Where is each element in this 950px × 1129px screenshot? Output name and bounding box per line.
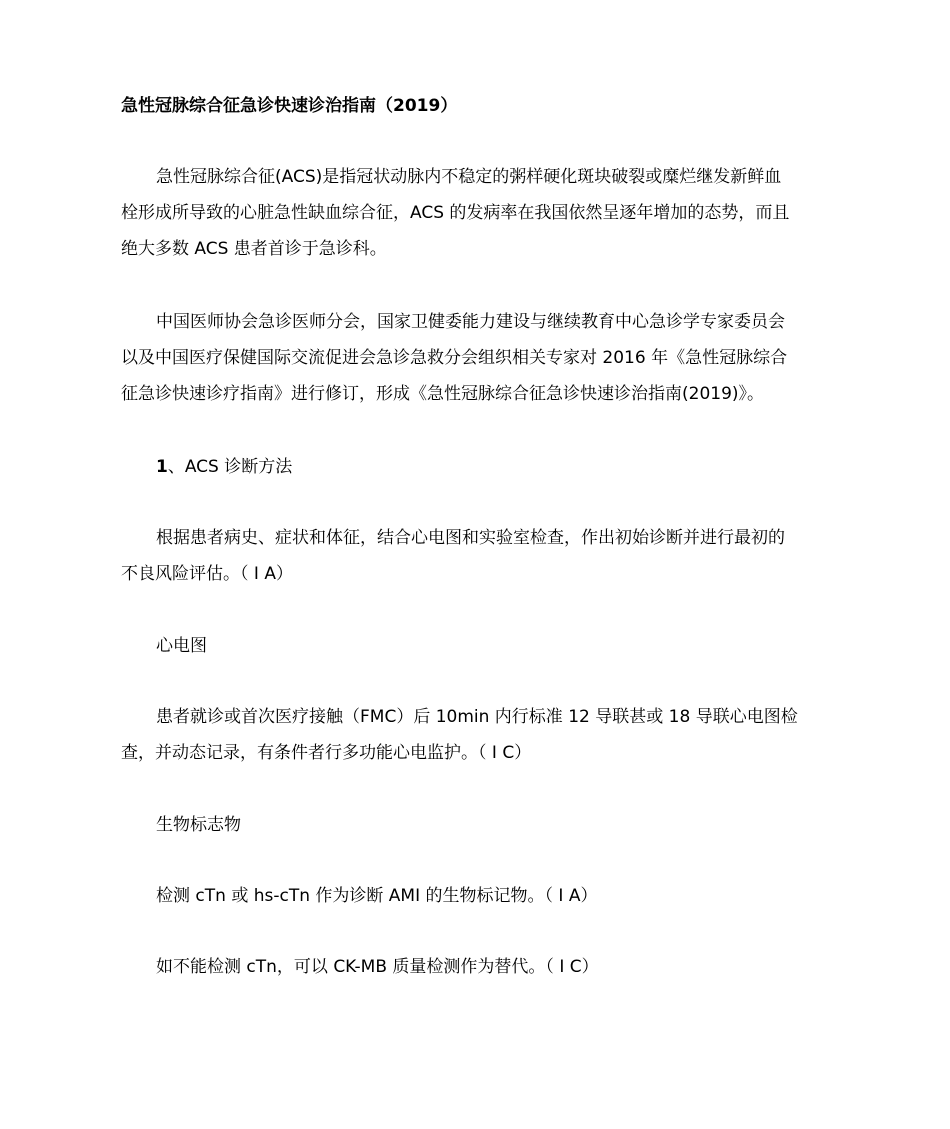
diagnosis-paragraph	[121, 520, 785, 592]
intro-line-1: 急性冠脉综合征(ACS)是指冠状动脉内不稳定的粥样硬化斑块破裂或糜烂继发新鲜血	[156, 167, 782, 187]
ecg-heading-block	[121, 628, 207, 664]
ecg-heading: 心电图	[156, 636, 207, 656]
diagnosis-line-1: 根据患者病史、症状和体征，结合心电图和实验室检查，作出初始诊断并进行最初的	[156, 528, 785, 548]
biomarker-line-1-block	[121, 878, 597, 914]
diagnosis-line-2: 不良风险评估。（ I A）	[121, 564, 293, 584]
section1-heading	[121, 449, 292, 485]
section1-number: 1	[156, 457, 168, 477]
intro-line-3: 绝大多数 ACS 患者首诊于急诊科。	[121, 239, 387, 259]
biomarker-line-2-block	[121, 949, 599, 985]
ecg-line-2: 查，并动态记录，有条件者行多功能心电监护。（ I C）	[121, 743, 532, 763]
ecg-line-1: 患者就诊或首次医疗接触（FMC）后 10min 内行标准 12 导联甚或 18 导联心电图检	[156, 707, 798, 727]
document-title: 急性冠脉综合征急诊快速诊治指南（2019）	[121, 96, 458, 116]
background-paragraph	[121, 304, 787, 412]
intro-paragraph	[121, 159, 789, 267]
biomarker-heading: 生物标志物	[156, 815, 241, 835]
biomarker-heading-block	[121, 807, 241, 843]
ecg-paragraph	[121, 699, 798, 771]
background-line-3: 征急诊快速诊疗指南》进行修订，形成《急性冠脉综合征急诊快速诊治指南(2019)》。	[121, 384, 765, 404]
biomarker-line-1: 检测 cTn 或 hs-cTn 作为诊断 AMI 的生物标记物。（ I A）	[156, 886, 598, 906]
background-line-2: 以及中国医疗保健国际交流促进会急诊急救分会组织相关专家对 2016 年《急性冠脉综合	[121, 348, 788, 368]
intro-line-2: 栓形成所导致的心脏急性缺血综合征，ACS 的发病率在我国依然呈逐年增加的态势，而且	[121, 203, 790, 223]
section1-title: 、ACS 诊断方法	[167, 457, 293, 477]
biomarker-line-2: 如不能检测 cTn，可以 CK-MB 质量检测作为替代。（ I C）	[156, 957, 599, 977]
background-line-1: 中国医师协会急诊医师分会，国家卫健委能力建设与继续教育中心急诊学专家委员会	[156, 312, 785, 332]
